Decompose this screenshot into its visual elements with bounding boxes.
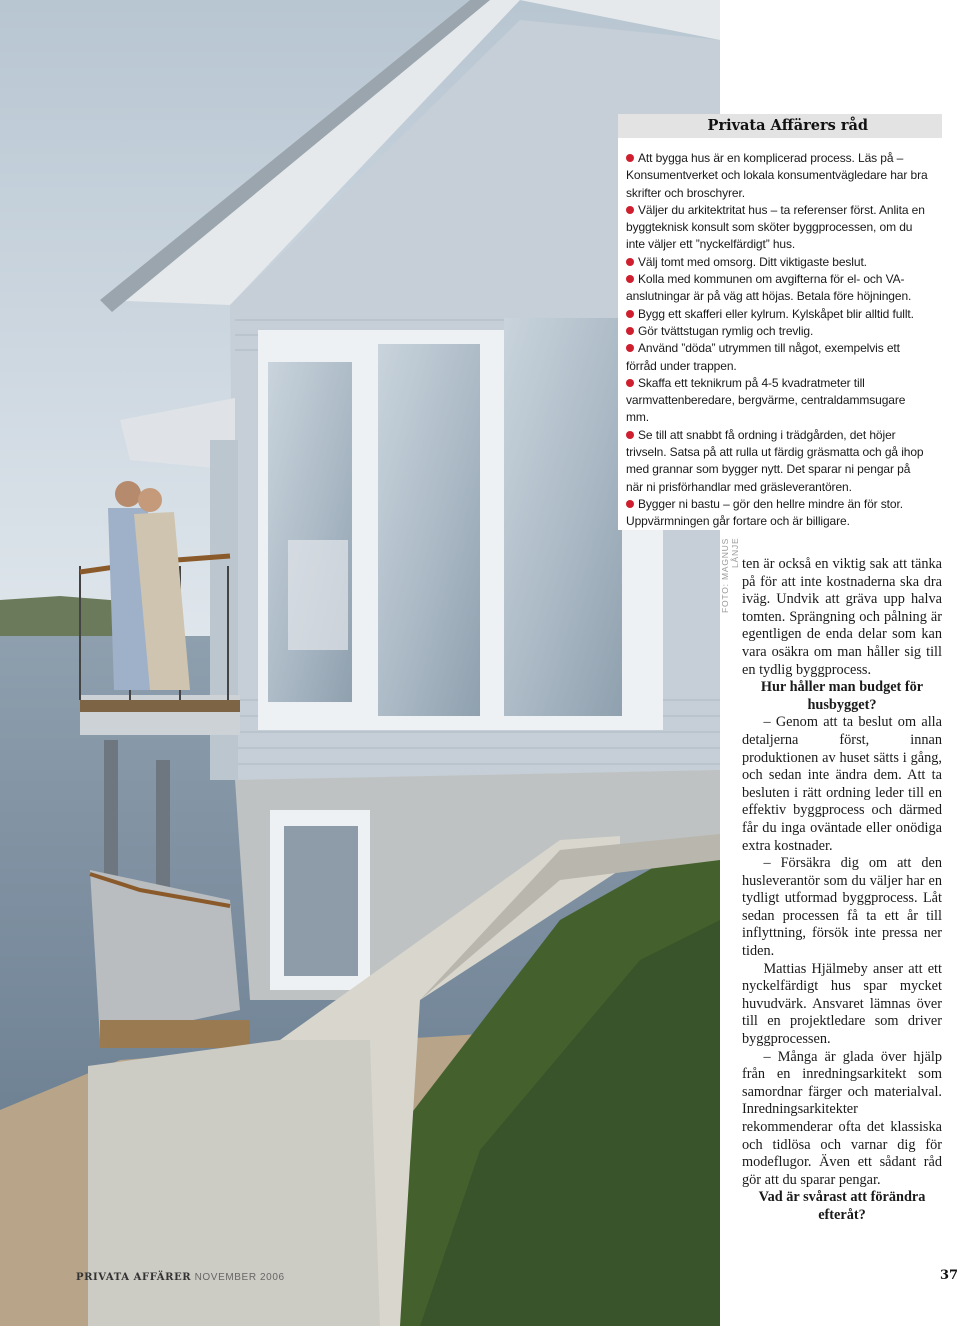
tip-item: Att bygga hus är en komplicerad process. Läs på – Konsumentverket och lokala konsumentvägledare har bra skrifter och broschyrer. bbox=[626, 151, 928, 200]
tip-item: Välj tomt med omsorg. Ditt viktigaste beslut. bbox=[626, 254, 930, 271]
tip-item: Bygger ni bastu – gör den hellre mindre än för stor. Uppvärmningen går fortare och är billigare. bbox=[626, 496, 903, 529]
tip-item: Bygg ett skafferi eller kylrum. Kylskåpet blir alltid fullt. bbox=[626, 306, 930, 323]
article-paragraph: ten är också en viktig sak att tänka på för att inte kostnaderna ska dra iväg. Undvik att gräva upp halva tomten. Sprängning och pålning är egentligen de enda delar som kan vara osäkra om man håller sig till en tydlig byggprocess. bbox=[742, 556, 942, 678]
tips-list bbox=[626, 150, 930, 531]
bullet-icon bbox=[626, 258, 634, 266]
issue-date: NOVEMBER 2006 bbox=[194, 1272, 285, 1283]
bullet-icon bbox=[626, 500, 634, 508]
magazine-name: PRIVATA AFFÄRER bbox=[76, 1272, 192, 1283]
tip-item: Se till att snabbt få ordning i trädgården, det höjer trivseln. Satsa på att rulla ut färdig gräsmatta och gå ihop med grannar som bygger nytt. Det sparar ni pengar på när ni prisförhandlar med gräsleverantören. bbox=[626, 427, 924, 494]
article-column bbox=[742, 556, 942, 1225]
tip-item: Kolla med kommunen om avgifterna för el- och VA-anslutningar är på väg att höjas. Betala före höjningen. bbox=[626, 272, 912, 304]
page-number: 37 bbox=[940, 1268, 959, 1283]
bullet-icon bbox=[626, 275, 634, 283]
bullet-icon bbox=[626, 327, 634, 335]
interview-question: Hur håller man budget för husbygget? bbox=[760, 679, 924, 713]
article-paragraph: – Försäkra dig om att den husleverantör som du väljer har en tydligt utformad byggprocess. Låt sedan processen få ta ett år till inflyttning, försök inte pressa ner tiden. bbox=[742, 855, 942, 960]
tip-item: Använd ”döda” utrymmen till något, exempelvis ett förråd under trappen. bbox=[626, 341, 900, 373]
article-paragraph: – Genom att ta beslut om alla detaljerna först, innan produktionen av huset sätts i gång, och sedan inte ändra dem. Att ta besluten i rätt ordning leder till en effektiv byggprocess och därmed får du inga oväntade eller onödiga extra kostnader. bbox=[742, 714, 942, 854]
bullet-icon bbox=[626, 154, 634, 162]
bullet-icon bbox=[626, 344, 634, 352]
page-footer bbox=[76, 1272, 285, 1283]
tip-item: Skaffa ett teknikrum på 4-5 kvadratmeter till varmvattenberedare, bergvärme, centraldammsugare mm. bbox=[626, 375, 906, 425]
tip-item: Gör tvättstugan rymlig och trevlig. bbox=[626, 323, 930, 340]
tip-item: Väljer du arkitektritat hus – ta referenser först. Anlita en byggteknisk konsult som sköter byggprocessen, om du inte väljer ett ”nyckelfärdigt” hus. bbox=[626, 202, 925, 252]
bullet-icon bbox=[626, 379, 634, 387]
tips-box-title: Privata Affärers råd bbox=[618, 114, 942, 138]
bullet-icon bbox=[626, 310, 634, 318]
bullet-icon bbox=[626, 206, 634, 214]
article-paragraph: – Många är glada över hjälp från en inredningsarkitekt som samordnar färger och materialval. Inredningsarkitekter rekommenderar ofta det klassiska och tidlösa och varnar dig för modeflugor. Även ett sådant råd gör att du sparar pengar. bbox=[742, 1048, 942, 1188]
article-paragraph: Mattias Hjälmeby anser att ett nyckelfärdigt hus spar mycket huvudvärk. Ansvaret lämnas över till en projektledare som driver byggprocessen. bbox=[742, 960, 942, 1048]
bullet-icon bbox=[626, 431, 634, 439]
window-frame bbox=[258, 318, 663, 730]
interview-question: Vad är svårast att förändra efteråt? bbox=[758, 1189, 926, 1223]
photo-credit: FOTO: MAGNUS LÅNJE bbox=[720, 538, 740, 614]
tips-box bbox=[618, 114, 942, 530]
